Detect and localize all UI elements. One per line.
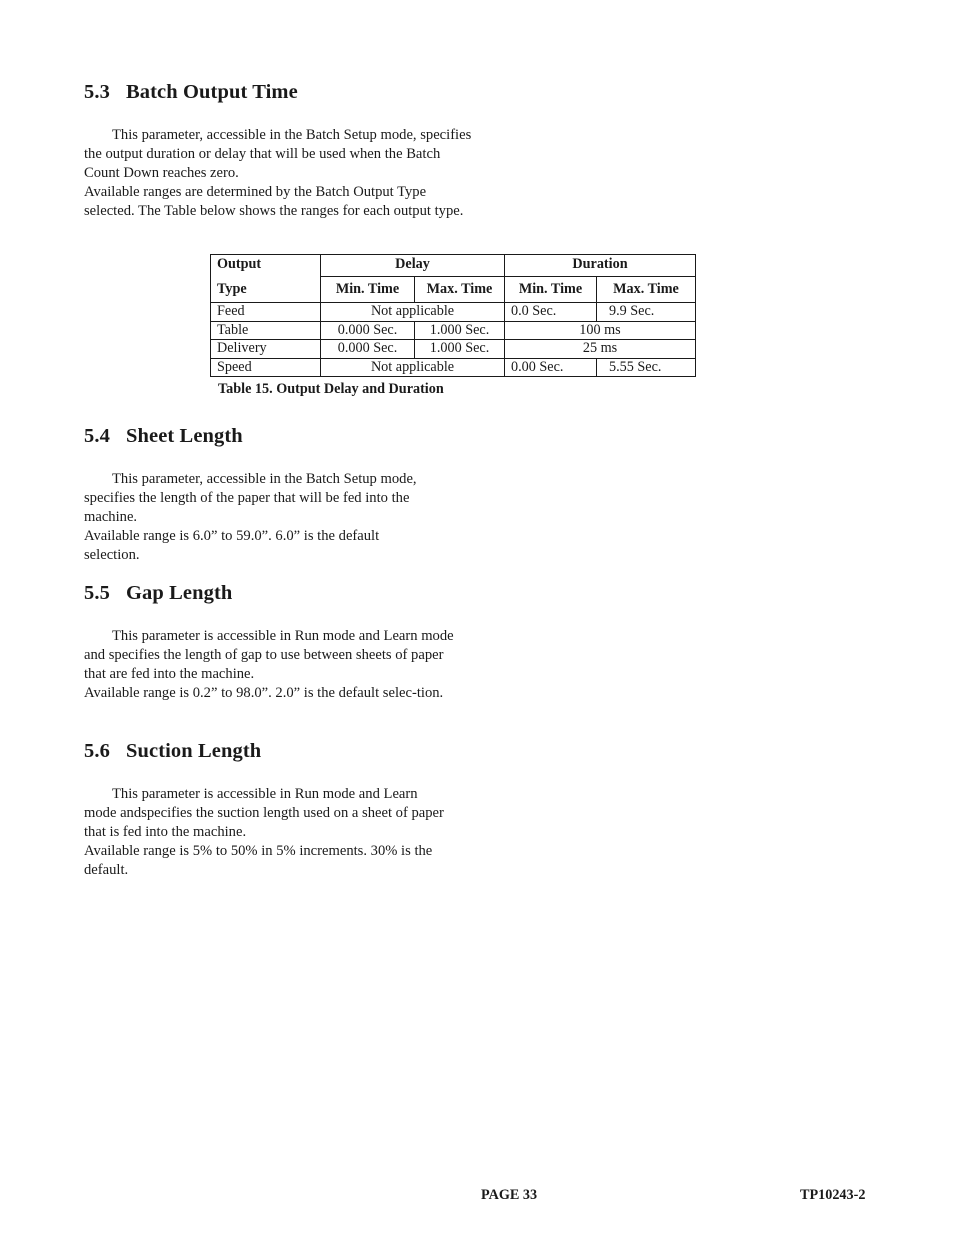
- paragraph: This parameter, accessible in the Batch Setup mode, specifies the length of the paper that will be fed into the machine.: [84, 471, 417, 525]
- cell-type: Delivery: [211, 340, 321, 359]
- section-body-5-4: [84, 470, 474, 565]
- section-heading-5-4: [84, 425, 243, 448]
- section-title: Gap Length: [126, 582, 233, 604]
- section-body-5-6: [84, 785, 474, 880]
- cell-delay-min: 0.000 Sec.: [321, 321, 415, 340]
- section-number: 5.6: [84, 740, 110, 762]
- paragraph: This parameter is accessible in Run mode and Learn mode andspecifies the suction length used on a sheet of paper that is fed into the machine.: [84, 786, 444, 840]
- cell-delay: Not applicable: [321, 303, 505, 322]
- table-row: [211, 358, 696, 377]
- document-id: TP10243-2: [800, 1187, 866, 1203]
- table-row: [211, 303, 696, 322]
- header-output: Output: [211, 255, 321, 277]
- paragraph: Available ranges are determined by the Batch Output Type selected. The Table below shows the ranges for each output type.: [84, 183, 464, 219]
- section-title: Batch Output Time: [126, 81, 298, 103]
- cell-type: Table: [211, 321, 321, 340]
- cell-delay: Not applicable: [321, 358, 505, 377]
- cell-duration-max: 5.55 Sec.: [597, 358, 696, 377]
- section-number: 5.3: [84, 81, 110, 103]
- section-number: 5.5: [84, 582, 110, 604]
- section-body-5-5: [84, 627, 474, 703]
- table-row: [211, 321, 696, 340]
- header-type: Type: [211, 277, 321, 303]
- page-number: PAGE 33: [481, 1187, 538, 1203]
- cell-duration-min: 0.00 Sec.: [505, 358, 597, 377]
- header-duration-min: Min. Time: [505, 277, 597, 303]
- section-heading-5-6: [84, 740, 261, 763]
- section-body-5-3: [84, 126, 474, 221]
- header-duration: Duration: [505, 255, 696, 277]
- table-subheader-row: [211, 277, 696, 303]
- section-title: Suction Length: [126, 740, 262, 762]
- section-number: 5.4: [84, 425, 110, 447]
- paragraph: Available range is 0.2” to 98.0”. 2.0” is the default selec-tion.: [84, 684, 444, 701]
- header-delay-min: Min. Time: [321, 277, 415, 303]
- header-delay-max: Max. Time: [415, 277, 505, 303]
- section-title: Sheet Length: [126, 425, 243, 447]
- paragraph: This parameter, accessible in the Batch Setup mode, specifies the output duration or delay that will be used when the Batch Count Down reaches zero.: [84, 127, 472, 181]
- table-caption: Table 15. Output Delay and Duration: [218, 381, 444, 397]
- cell-delay-min: 0.000 Sec.: [321, 340, 415, 359]
- cell-duration-max: 9.9 Sec.: [597, 303, 696, 322]
- cell-duration: 25 ms: [505, 340, 696, 359]
- cell-duration: 100 ms: [505, 321, 696, 340]
- paragraph: Available range is 6.0” to 59.0”. 6.0” is the default selection.: [84, 527, 380, 563]
- paragraph: Available range is 5% to 50% in 5% increments. 30% is the default.: [84, 842, 433, 878]
- header-delay: Delay: [321, 255, 505, 277]
- cell-type: Speed: [211, 358, 321, 377]
- section-heading-5-3: [84, 81, 298, 104]
- cell-delay-max: 1.000 Sec.: [415, 321, 505, 340]
- output-delay-duration-table: [210, 254, 696, 377]
- paragraph: This parameter is accessible in Run mode and Learn mode and specifies the length of gap to use between sheets of paper that are fed into the machine.: [84, 628, 454, 682]
- cell-type: Feed: [211, 303, 321, 322]
- table-row: [211, 340, 696, 359]
- section-heading-5-5: [84, 582, 232, 605]
- table-header-row: [211, 255, 696, 277]
- cell-delay-max: 1.000 Sec.: [415, 340, 505, 359]
- cell-duration-min: 0.0 Sec.: [505, 303, 597, 322]
- header-duration-max: Max. Time: [597, 277, 696, 303]
